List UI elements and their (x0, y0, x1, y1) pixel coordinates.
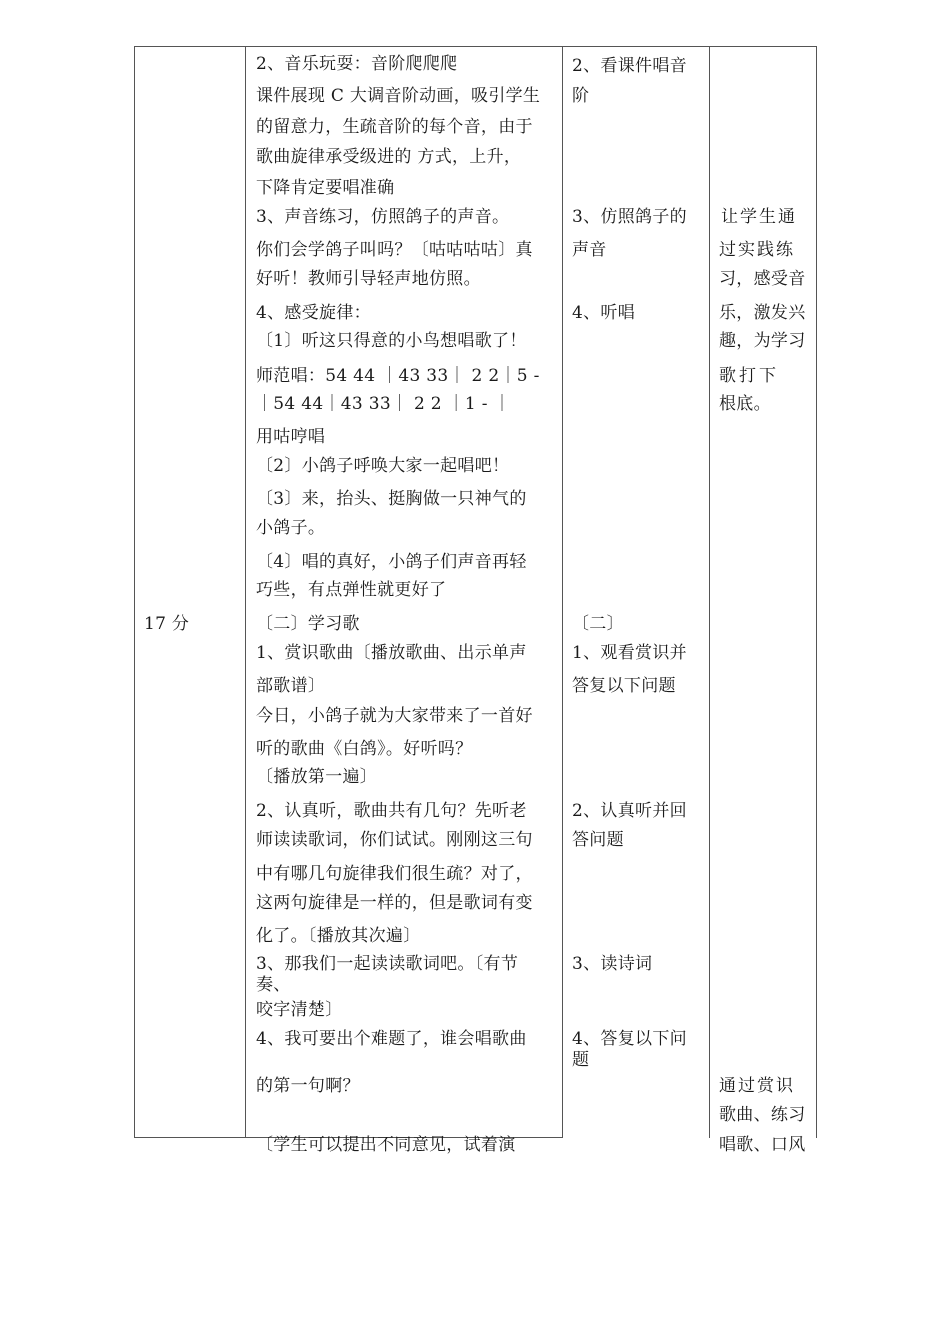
student-line: 2、认真听并回 (572, 801, 687, 821)
student-line: 3、仿照鸽子的 (572, 207, 687, 227)
purpose-line: 通过赏识 (719, 1076, 795, 1096)
teacher-line: 今日，小鸽子就为大家带来了一首好 (256, 706, 533, 726)
teacher-line: 咬字清楚〕 (256, 1000, 343, 1020)
teacher-line: 课件展现 C 大调音阶动画，吸引学生 (256, 86, 541, 106)
table-left-border (134, 46, 135, 1138)
teacher-line: 师读读歌词，你们试试。刚刚这三句 (256, 830, 533, 850)
student-line: 题 (572, 1050, 590, 1070)
teacher-line: 奏、 (256, 975, 291, 995)
teacher-line: 的留意力，生疏音阶的每个音，由于 (256, 117, 533, 137)
student-line: 2、看课件唱音 (572, 56, 687, 76)
teacher-line: 4、感受旋律： (256, 303, 371, 323)
teacher-line: 3、那我们一起读读歌词吧。〔有节 (256, 954, 519, 974)
teacher-line: 听的歌曲《白鸽》。好听吗？ (256, 739, 473, 759)
teacher-line: 用咕哼唱 (256, 427, 326, 447)
teacher-line: 歌曲旋律承受级进的 方式，上升， (256, 147, 522, 167)
teacher-line: 小鸽子。 (256, 518, 326, 538)
column-divider-1 (245, 46, 246, 1138)
teacher-line: 〔3〕来，抬头、挺胸做一只神气的 (256, 489, 527, 509)
purpose-line: 习，感受音 (719, 269, 806, 289)
teacher-line: 1、赏识歌曲〔播放歌曲、出示单声 (256, 643, 527, 663)
time-cell: 17 分 (144, 614, 190, 634)
student-line: 3、读诗词 (572, 954, 653, 974)
teacher-line: 4、我可要出个难题了，谁会唱歌曲 (256, 1029, 527, 1049)
teacher-line: 〔播放第一遍〕 (256, 767, 378, 787)
teacher-line: 〔4〕唱的真好，小鸽子们声音再轻 (256, 552, 527, 572)
teacher-line: 中有哪几句旋律我们很生疏？对了， (256, 864, 533, 884)
teacher-line: ｜54 44｜43 33｜ 2 2 ｜1 - ｜ (256, 394, 511, 414)
student-line: 1、观看赏识并 (572, 643, 687, 663)
column-divider-3 (709, 46, 710, 1138)
teacher-line: 的第一句啊？ (256, 1076, 360, 1096)
student-line: 答复以下问题 (572, 676, 676, 696)
teacher-line: 部歌谱〕 (256, 676, 326, 696)
teacher-line: 好听！教师引导轻声地仿照。 (256, 269, 481, 289)
student-line: 声音 (572, 240, 607, 260)
purpose-line: 唱歌、口风 (719, 1135, 806, 1155)
teacher-line: 2、音乐玩耍：音阶爬爬爬 (256, 54, 458, 74)
purpose-line: 让学生通 (721, 207, 797, 227)
teacher-line: 下降肯定要唱准确 (256, 178, 395, 198)
student-line: 〔二〕 (572, 614, 624, 634)
teacher-line: 〔2〕小鸽子呼唤大家一起唱吧！ (256, 456, 510, 476)
purpose-line: 趣，为学习 (719, 331, 806, 351)
teacher-line: 师范唱：54 44 ｜43 33｜ 2 2｜5 - (256, 366, 540, 386)
teacher-line: 3、声音练习，仿照鸽子的声音。 (256, 207, 510, 227)
table-top-border (134, 46, 817, 47)
teacher-line: 〔二〕学习歌 (256, 614, 360, 634)
teacher-line: 巧些，有点弹性就更好了 (256, 580, 447, 600)
student-line: 阶 (572, 86, 590, 106)
teacher-line: 这两句旋律是一样的，但是歌词有变 (256, 893, 533, 913)
table-right-border (816, 46, 817, 1138)
teacher-line: 〔学生可以提出不同意见，试着演 (256, 1135, 516, 1155)
purpose-line: 根底。 (719, 394, 771, 414)
purpose-line: 过实践练 (719, 240, 795, 260)
student-line: 4、答复以下问 (572, 1029, 687, 1049)
student-line: 答问题 (572, 830, 624, 850)
column-divider-2 (562, 46, 563, 1138)
purpose-line: 歌曲、练习 (719, 1105, 806, 1125)
teacher-line: 2、认真听，歌曲共有几句？先听老 (256, 801, 527, 821)
teacher-line: 〔1〕听这只得意的小鸟想唱歌了！ (256, 331, 527, 351)
purpose-line: 乐，激发兴 (719, 303, 806, 323)
student-line: 4、听唱 (572, 303, 636, 323)
teacher-line: 化了。〔播放其次遍〕 (256, 926, 421, 946)
purpose-line: 歌打下 (719, 366, 779, 386)
teacher-line: 你们会学鸽子叫吗？〔咕咕咕咕〕真 (256, 240, 533, 260)
